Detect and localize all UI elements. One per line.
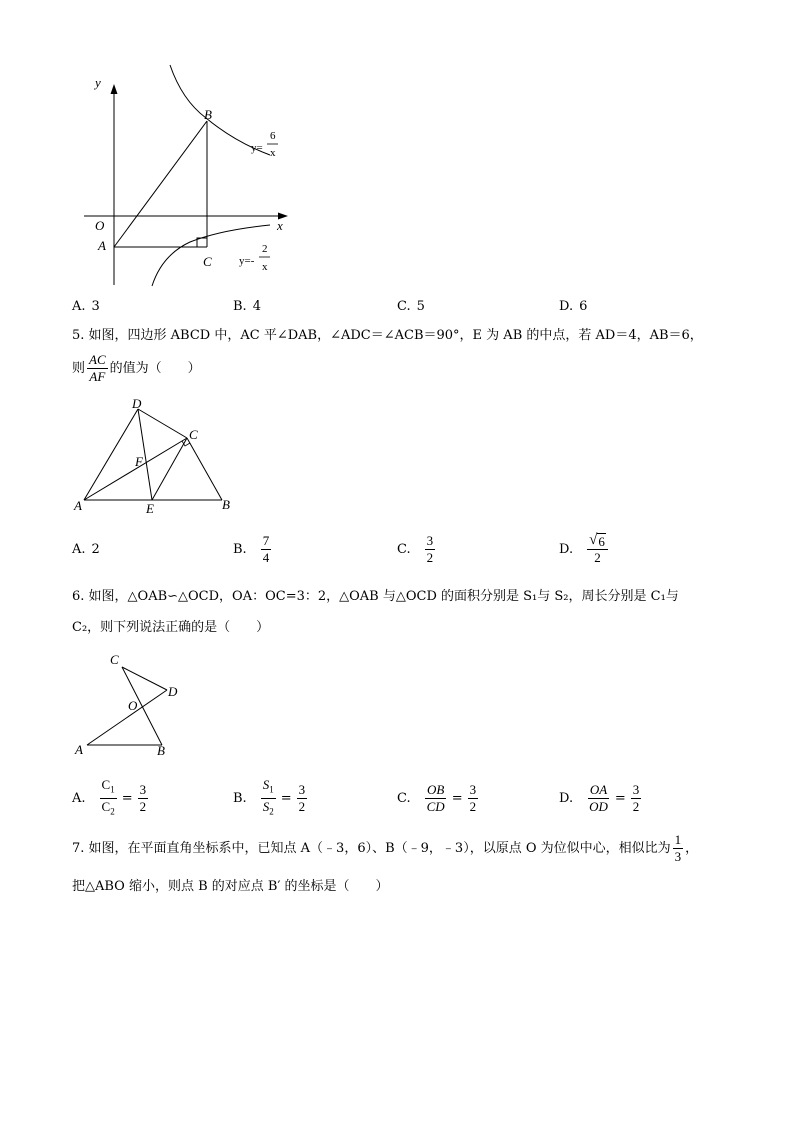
q7-ratio-post: ，	[685, 840, 699, 856]
q5-fraction	[87, 352, 108, 385]
segment-AB	[114, 121, 207, 247]
q6-similar-triangles-figure	[72, 652, 192, 758]
q6-option-a[interactable]	[72, 778, 150, 818]
curve2-den: x	[262, 261, 268, 273]
option-rhs-fraction	[631, 782, 642, 815]
option-fraction	[587, 532, 608, 566]
radicand: 6	[598, 534, 605, 549]
option-value: 3	[91, 298, 100, 314]
segment-CB	[187, 438, 222, 500]
y-axis-arrow	[111, 84, 118, 94]
label-C: C	[203, 254, 212, 269]
q4-graph-figure	[70, 60, 300, 295]
equals-sign: =	[121, 790, 133, 806]
frac-den: 2	[298, 798, 306, 814]
label-E: E	[146, 501, 154, 516]
label-D: D	[168, 684, 178, 699]
sqrt-symbol: √	[589, 532, 598, 548]
frac-den: 2	[426, 549, 434, 565]
frac-den: 2	[594, 550, 601, 565]
option-letter: C.	[397, 298, 411, 314]
frac-den: 2	[632, 798, 640, 814]
option-value: 2	[91, 541, 100, 557]
option-value: 5	[416, 298, 425, 314]
label-A: A	[74, 498, 82, 513]
frac-den: 2	[469, 798, 477, 814]
frac-den-main: S	[262, 798, 270, 814]
q5-option-a[interactable]	[72, 529, 100, 569]
label-C: C	[189, 427, 198, 442]
q4-option-a[interactable]	[72, 286, 100, 326]
q5-stem-line1: 5. 如图，四边形 ABCD 中，AC 平∠DAB，∠ADC＝∠ACB＝90°，E 为 AB 的中点，若 AD＝4，AB＝6，	[72, 328, 703, 343]
q5-option-b[interactable]	[233, 529, 273, 569]
segment-CE	[152, 438, 187, 500]
option-lhs-fraction	[261, 777, 276, 819]
frac-num: 3	[426, 532, 434, 548]
sqrt	[589, 532, 606, 549]
q6-option-c[interactable]	[397, 778, 480, 818]
q5-quadrilateral-figure	[72, 396, 242, 518]
q6-stem-line2: C₂，则下列说法正确的是（ ）	[72, 620, 270, 635]
option-letter: D.	[559, 541, 574, 557]
frac-den	[261, 799, 276, 820]
frac-num-sub: 1	[269, 784, 274, 795]
option-letter: C.	[397, 541, 411, 557]
frac-den-sub: 2	[269, 806, 274, 817]
label-A: A	[98, 238, 106, 253]
q4-options	[72, 286, 692, 326]
option-lhs-fraction	[425, 782, 447, 815]
q6-option-d[interactable]	[559, 778, 643, 818]
q7-stem-text: 7. 如图，在平面直角坐标系中，已知点 A（﹣3，6）、B（﹣9，﹣3），以原点 O 为位似中心，相似比为	[72, 840, 671, 856]
segment-AD	[84, 409, 138, 500]
option-letter: A.	[72, 298, 86, 314]
label-y: y	[95, 75, 101, 90]
frac-num: 3	[469, 781, 477, 797]
frac-den	[100, 799, 117, 820]
q5-option-d[interactable]	[559, 529, 610, 569]
segment-CD	[122, 667, 167, 690]
option-lhs-fraction	[100, 777, 117, 819]
q7-stem-line2: 把△ABO 缩小，则点 B 的对应点 B′ 的坐标是（ ）	[72, 879, 389, 894]
frac-num-main: C	[101, 776, 111, 792]
option-letter: B.	[233, 790, 247, 806]
q6-options	[72, 778, 692, 818]
q5-frac-num: AC	[89, 352, 106, 367]
option-letter: D.	[559, 790, 574, 806]
option-letter: D.	[559, 298, 574, 314]
option-letter: A.	[72, 790, 86, 806]
option-rhs-fraction	[138, 782, 149, 815]
label-x: x	[277, 218, 283, 233]
segment-DA	[87, 690, 167, 745]
q4-option-c[interactable]	[397, 286, 425, 326]
q4-option-d[interactable]	[559, 286, 587, 326]
option-letter: B.	[233, 541, 247, 557]
label-D: D	[132, 396, 142, 411]
curve2-prefix: y=-	[239, 255, 255, 267]
label-B: B	[204, 107, 212, 122]
frac-num	[587, 532, 608, 550]
q6-option-b[interactable]	[233, 778, 309, 818]
option-letter: C.	[397, 790, 411, 806]
frac-num: 3	[298, 781, 306, 797]
q7-stem-line1	[72, 832, 698, 865]
frac-num-sub: 1	[110, 784, 115, 795]
frac-den-sub: 2	[110, 806, 115, 817]
curve1-num: 6	[270, 130, 276, 142]
option-letter: B.	[233, 298, 247, 314]
option-value: 6	[579, 298, 588, 314]
option-letter: A.	[72, 541, 86, 557]
frac-num	[100, 777, 117, 799]
option-fraction	[425, 533, 436, 566]
label-A: A	[75, 742, 83, 757]
frac-num: OA	[589, 781, 608, 797]
q5-stem-pre: 则	[72, 360, 86, 376]
equals-sign: =	[614, 790, 626, 806]
frac-num	[261, 777, 276, 799]
q5-options	[72, 529, 692, 569]
option-rhs-fraction	[468, 782, 479, 815]
frac-num: 7	[262, 532, 270, 548]
frac-den: 4	[262, 549, 270, 565]
label-C: C	[110, 652, 119, 667]
label-O: O	[128, 698, 138, 713]
label-F: F	[135, 454, 143, 469]
curve1-prefix: y=	[251, 142, 263, 154]
frac-den: CD	[426, 798, 445, 814]
equals-sign: =	[451, 790, 463, 806]
frac-den: 3	[674, 849, 682, 864]
frac-den-main: C	[101, 798, 111, 814]
segment-AC	[84, 438, 187, 500]
q5-stem-line2	[72, 352, 201, 385]
option-rhs-fraction	[297, 782, 308, 815]
option-fraction	[261, 533, 272, 566]
equals-sign: =	[280, 790, 292, 806]
frac-num: 3	[632, 781, 640, 797]
frac-num: OB	[426, 781, 445, 797]
q4-option-b[interactable]	[233, 286, 261, 326]
frac-num: 3	[139, 781, 147, 797]
label-B: B	[222, 497, 230, 512]
option-value: 4	[252, 298, 261, 314]
frac-num: 1	[674, 832, 682, 847]
q5-frac-den: AF	[89, 369, 106, 384]
q5-option-c[interactable]	[397, 529, 437, 569]
curve2-num: 2	[262, 243, 268, 255]
label-B: B	[157, 743, 165, 758]
q6-stem-line1: 6. 如图，△OAB∽△OCD，OA：OC=3：2，△OAB 与△OCD 的面积分别是 S₁与 S₂，周长分别是 C₁与	[72, 589, 679, 604]
frac-den: 2	[139, 798, 147, 814]
frac-num-main: S	[262, 776, 270, 792]
q5-stem-post: 的值为（ ）	[109, 360, 201, 376]
segment-DC	[138, 409, 187, 438]
label-origin: O	[95, 218, 105, 233]
curve1-den: x	[270, 147, 276, 159]
option-lhs-fraction	[587, 782, 610, 815]
frac-den: OD	[589, 798, 608, 814]
q7-ratio-fraction	[673, 832, 684, 865]
